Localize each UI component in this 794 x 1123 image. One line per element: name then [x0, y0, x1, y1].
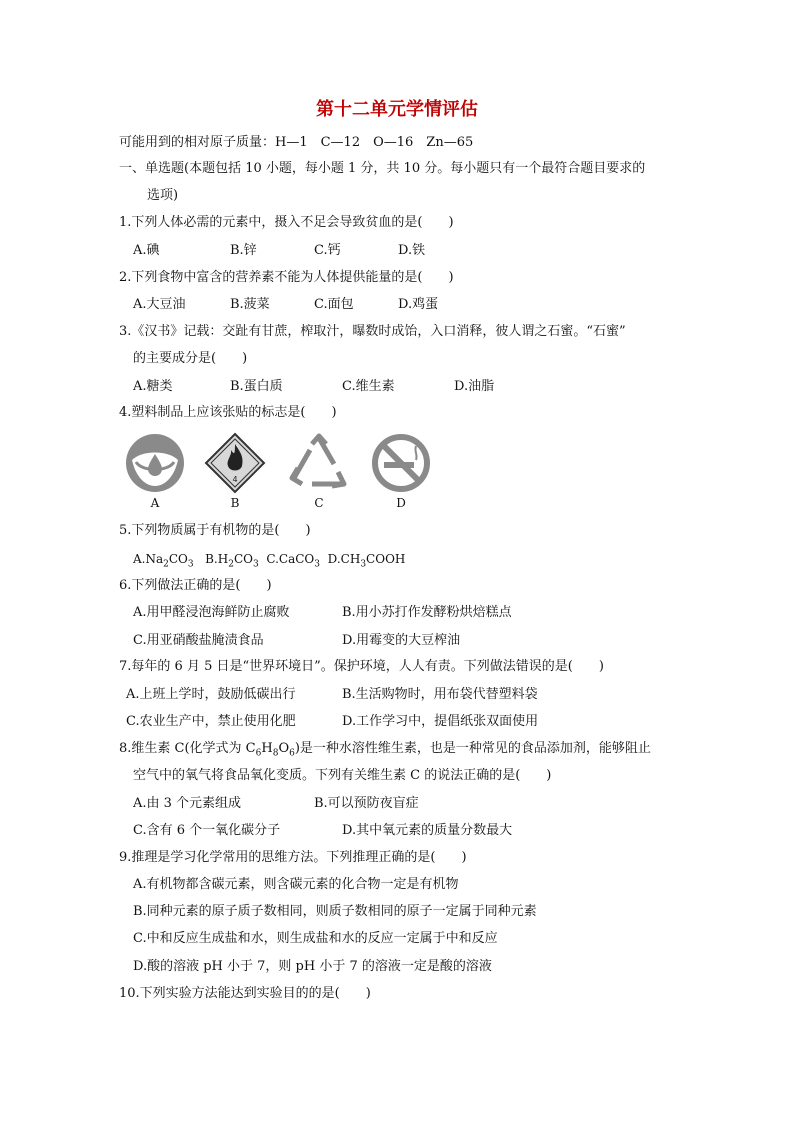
- q1-option-a: A.碘: [133, 243, 160, 258]
- question-3-stem-cont: 的主要成分是( ): [133, 351, 248, 366]
- q2-option-d: D.鸡蛋: [398, 297, 439, 312]
- q8-option-a: A.由 3 个元素组成: [133, 796, 242, 811]
- question-5-stem: 5.下列物质属于有机物的是( ): [119, 523, 311, 538]
- figure-label-d: D: [396, 496, 406, 510]
- figure-label-a: A: [150, 496, 160, 510]
- page-title: 第十二单元学情评估: [316, 99, 478, 120]
- q7-option-c: C.农业生产中，禁止使用化肥: [126, 714, 296, 729]
- question-3-stem: 3.《汉书》记载：交趾有甘蔗，榨取汁，曝数时成饴，入口消释，彼人谓之石蜜。“石蜜”: [119, 324, 626, 339]
- question-10-stem: 10.下列实验方法能达到实验目的的是( ): [119, 986, 371, 1001]
- question-6-stem: 6.下列做法正确的是( ): [119, 578, 272, 593]
- recycle-icon: [288, 432, 350, 494]
- question-8-stem-cont: 空气中的氧气将食品氧化变质。下列有关维生素 C 的说法正确的是( ): [133, 768, 552, 783]
- question-1-stem: 1.下列人体必需的元素中，摄入不足会导致贫血的是( ): [119, 215, 454, 230]
- q8-option-b: B.可以预防夜盲症: [314, 796, 419, 811]
- q8-option-c: C.含有 6 个一氧化碳分子: [133, 823, 281, 838]
- question-4-stem: 4.塑料制品上应该张贴的标志是( ): [119, 405, 337, 420]
- question-2-stem: 2.下列食物中富含的营养素不能为人体提供能量的是( ): [119, 270, 454, 285]
- section-heading: 一、单选题(本题包括 10 小题，每小题 1 分，共 10 分。每小题只有一个最符合题目要求的: [119, 161, 646, 176]
- q3-option-c: C.维生素: [342, 379, 395, 394]
- q2-option-a: A.大豆油: [133, 297, 186, 312]
- no-smoking-icon: [370, 432, 432, 494]
- q9-option-a: A.有机物都含碳元素，则含碳元素的化合物一定是有机物: [133, 877, 459, 892]
- q2-option-b: B.菠菜: [230, 297, 270, 312]
- q1-option-d: D.铁: [398, 243, 426, 258]
- q6-option-d: D.用霉变的大豆榨油: [342, 633, 461, 648]
- q7-option-b: B.生活购物时，用布袋代替塑料袋: [342, 687, 538, 702]
- question-9-stem: 9.推理是学习化学常用的思维方法。下列推理正确的是( ): [119, 850, 467, 865]
- q3-option-b: B.蛋白质: [230, 379, 283, 394]
- q5-options: [133, 550, 405, 568]
- hazard-class-number: 4: [232, 475, 238, 484]
- q5-option-d: $D.CH_3COOH$: [327, 552, 406, 570]
- question-8-stem: 8.维生素 C(化学式为 $C_6H_8O_6$)是一种水溶性维生素，也是一种常见的食品添加剂，能够阻止: [119, 741, 651, 759]
- q5-option-a: $A.Na_2CO_3$: [133, 552, 194, 570]
- section-heading-cont: 选项): [147, 188, 179, 203]
- q1-option-b: B.锌: [230, 243, 257, 258]
- q6-option-a: A.用甲醛浸泡海鲜防止腐败: [133, 605, 290, 620]
- q7-option-d: D.工作学习中，提倡纸张双面使用: [342, 714, 539, 729]
- q8-option-d: D.其中氧元素的质量分数最大: [342, 823, 513, 838]
- q2-option-c: C.面包: [314, 297, 354, 312]
- figure-label-b: B: [230, 496, 240, 510]
- atomic-mass-note: 可能用到的相对原子质量：H—1 C—12 O—16 Zn—65: [119, 135, 474, 150]
- q5-option-b: $B.H_2CO_3$: [205, 552, 259, 570]
- question-7-stem: 7.每年的 6 月 5 日是“世界环境日”。保护环境，人人有责。下列做法错误的是( ): [119, 659, 604, 674]
- flammable-solid-icon: [204, 432, 266, 494]
- figure-label-c: C: [314, 496, 324, 510]
- q9-option-d: D.酸的溶液 pH 小于 7，则 pH 小于 7 的溶液一定是酸的溶液: [133, 959, 492, 974]
- q6-option-b: B.用小苏打作发酵粉烘焙糕点: [342, 605, 512, 620]
- q1-option-c: C.钙: [314, 243, 341, 258]
- q7-option-a: A.上班上学时，鼓励低碳出行: [126, 687, 296, 702]
- q9-option-c: C.中和反应生成盐和水，则生成盐和水的反应一定属于中和反应: [133, 931, 498, 946]
- q3-option-d: D.油脂: [454, 379, 495, 394]
- q9-option-b: B.同种元素的原子质子数相同，则质子数相同的原子一定属于同种元素: [133, 904, 537, 919]
- water-saving-icon: [124, 432, 186, 494]
- q5-option-c: C.CaCO$_3$: [266, 552, 321, 570]
- q6-option-c: C.用亚硝酸盐腌渍食品: [133, 633, 264, 648]
- q3-option-a: A.糖类: [133, 379, 173, 394]
